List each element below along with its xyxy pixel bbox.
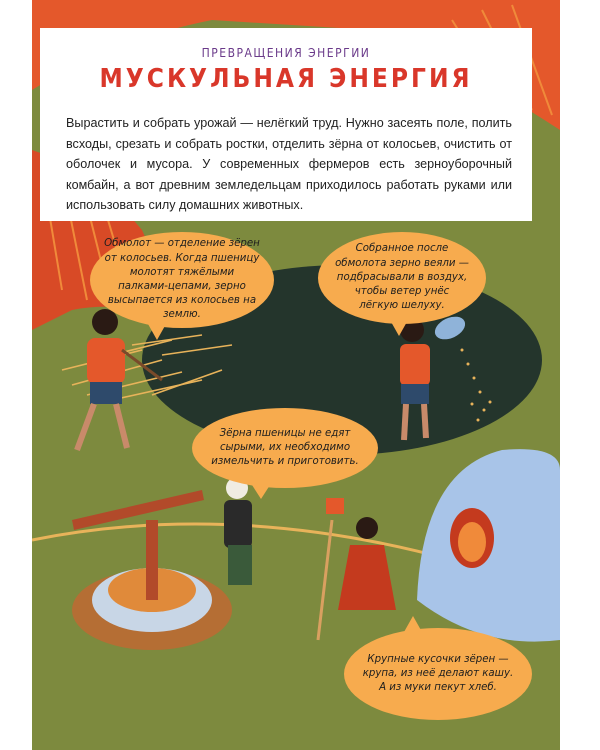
threshing-text: Обмолот — отделение зёрен от колосьев. Когда пшеницу молотят тяжёлыми палками-цепами, зерно высыпается из колосьев на землю.	[104, 238, 260, 321]
book-page	[32, 0, 560, 750]
page-title: МУСКУЛЬНАЯ ЭНЕРГИЯ	[99, 64, 473, 94]
porridge-text: Крупные кусочки зёрен — крупа, из неё делают кашу. А из муки пекут хлеб.	[362, 653, 514, 694]
winnowing-bubble	[318, 232, 486, 324]
grinding-text: Зёрна пшеницы не едят сырыми, их необходимо измельчить и приготовить.	[211, 427, 359, 468]
threshing-bubble	[90, 232, 274, 328]
text-card	[40, 28, 532, 221]
porridge-bubble	[344, 628, 532, 720]
grinding-bubble	[192, 408, 378, 488]
winnowing-text: Собранное после обмолота зерно веяли — подбрасывали в воздух, чтобы ветер унёс лёгкую шелуху.	[335, 243, 469, 312]
intro-paragraph: Вырастить и собрать урожай — нелёгкий труд. Нужно засеять поле, полить всходы, срезать и собрать ростки, отделить зёрна от колосьев, очистить от оболочек и мусора. У современных фермеров есть зерноуборочный комбайн, а вот древним земледельцам приходилось работать руками или использовать силу домашних животных.	[66, 116, 512, 212]
section-kicker: ПРЕВРАЩЕНИЯ ЭНЕРГИИ	[201, 46, 371, 60]
